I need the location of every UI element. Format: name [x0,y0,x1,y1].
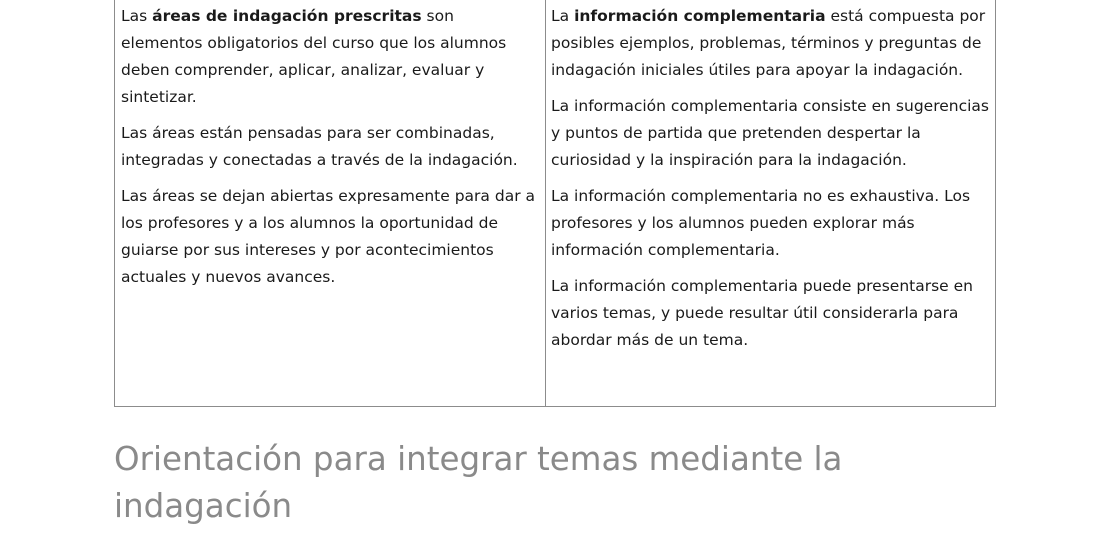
table-cell-complementary-info [546,0,995,406]
paragraph-areas-open: Las áreas se dejan abiertas expresamente para dar a los profesores y a los alumnos la oportunidad de guiarse por sus intereses y por acontecimientos actuales y nuevos avances. [121,187,535,286]
bold-term: áreas de indagación prescritas [152,7,422,25]
section-heading: Orientación para integrar temas mediante la indagación [114,440,843,525]
content-table [114,0,996,407]
paragraph-complementary-not-exhaustive: La información complementaria no es exhaustiva. Los profesores y los alumnos pueden explorar más información complementaria. [551,187,971,259]
bold-term: información complementaria [574,7,826,25]
paragraph-areas-combined: Las áreas están pensadas para ser combinadas, integradas y conectadas a través de la indagación. [121,124,518,169]
paragraph-text: Las [121,7,153,25]
paragraph-complementary-suggestions: La información complementaria consiste en sugerencias y puntos de partida que pretenden despertar la curiosidad y la inspiración para la indagación. [551,97,989,169]
paragraph-text: está compuesta por posibles ejemplos, problemas, términos y preguntas de indagación iniciales útiles para apoyar la indagación. [551,7,986,79]
table-cell-prescribed-areas [115,0,546,406]
paragraph-prescribed-definition [121,3,539,111]
paragraph-text: son elementos obligatorios del curso que los alumnos deben comprender, aplicar, analizar, evaluar y sintetizar. [121,7,507,106]
paragraph-complementary-definition [551,3,989,84]
paragraph-text: La [551,7,575,25]
paragraph-complementary-multiple-topics: La información complementaria puede presentarse en varios temas, y puede resultar útil considerarla para abordar más de un tema. [551,277,974,349]
